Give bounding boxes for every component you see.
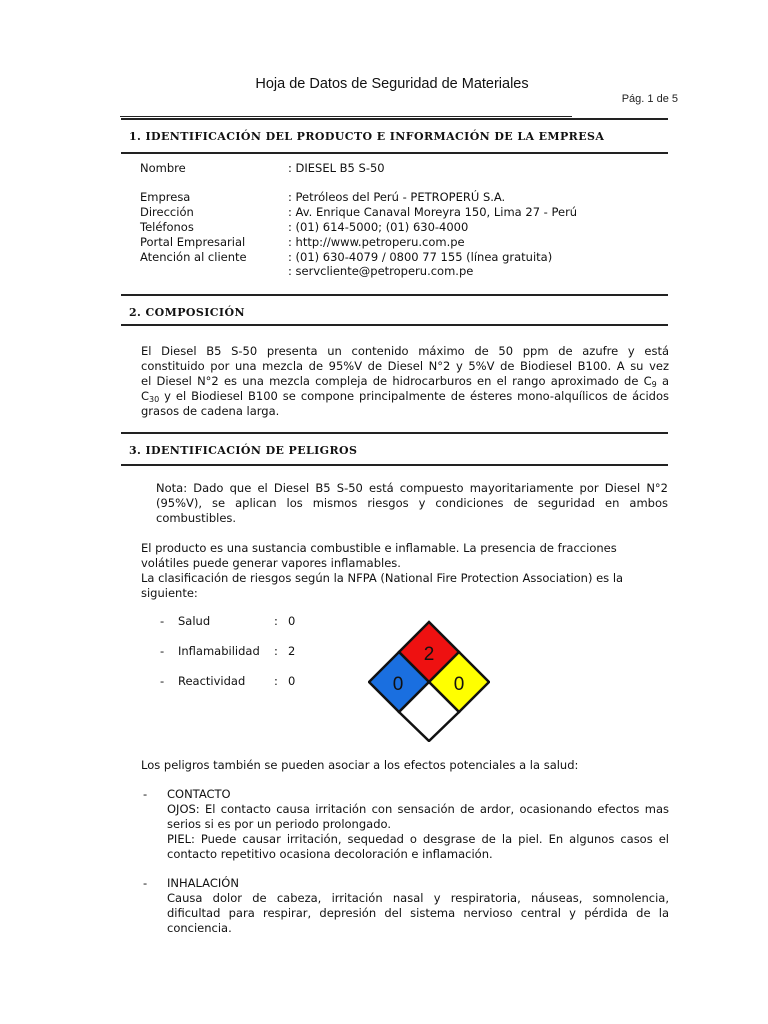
field-label: Teléfonos bbox=[140, 220, 194, 234]
section-1-heading: 1. IDENTIFICACIÓN DEL PRODUCTO E INFORMACIÓN DE LA EMPRESA bbox=[121, 118, 668, 154]
paragraph-line: $C_{30}$ y el Biodiesel B100 se compone principalmente de ésteres mono-alquílicos de ácidos bbox=[141, 389, 669, 404]
bullet-dash: - bbox=[143, 787, 148, 801]
field-nombre bbox=[140, 161, 385, 176]
nfpa-salud: - Salud : 0 bbox=[160, 614, 296, 628]
field-portal bbox=[140, 235, 465, 250]
contacto-title: CONTACTO bbox=[167, 787, 231, 801]
field-label: Portal Empresarial bbox=[140, 235, 246, 249]
paragraph-line: La clasificación de riesgos según la NFPA (National Fire Protection Association) es la bbox=[141, 571, 624, 585]
field-value: : (01) 614-5000; (01) 630-4000 bbox=[288, 220, 469, 234]
paragraph-line: (95%V), se aplican los mismos riesgos y condiciones de seguridad en ambos bbox=[156, 496, 668, 510]
paragraph-line: OJOS: El contacto causa irritación con sensación de ardor, ocasionando efectos mas bbox=[167, 802, 669, 816]
paragraph-line: Causa dolor de cabeza, irritación nasal y respiratoria, náuseas, somnolencia, bbox=[167, 891, 669, 905]
bullet-dash: - bbox=[143, 876, 148, 890]
paragraph-line: dificultad para respirar, depresión del sistema nervioso central y pérdida de la bbox=[167, 906, 669, 920]
paragraph-line: volátiles puede generar vapores inflamables. bbox=[141, 556, 401, 570]
paragraph-line: Nota: Dado que el Diesel B5 S-50 está compuesto mayoritariamente por Diesel N°2 bbox=[156, 481, 668, 495]
field-label: Atención al cliente bbox=[140, 250, 247, 264]
field-value: : http://www.petroperu.com.pe bbox=[288, 235, 465, 249]
field-empresa bbox=[140, 190, 505, 205]
paragraph-line: siguiente: bbox=[141, 586, 198, 600]
inhalacion-title: INHALACIÓN bbox=[167, 876, 239, 890]
field-value: : Petróleos del Perú - PETROPERÚ S.A. bbox=[288, 190, 506, 204]
nfpa-inflamabilidad: - Inflamabilidad : 2 bbox=[160, 644, 296, 658]
health-number: 0 bbox=[392, 674, 404, 695]
hazard-intro-paragraph bbox=[141, 541, 671, 601]
effects-intro: Los peligros también se pueden asociar a los efectos potenciales a la salud: bbox=[141, 758, 579, 772]
inhalacion-block bbox=[167, 876, 669, 936]
field-value: : Av. Enrique Canaval Moreyra 150, Lima 27 - Perú bbox=[288, 205, 578, 219]
paragraph-line: El producto es una sustancia combustible e inflamable. La presencia de fracciones bbox=[141, 541, 617, 555]
paragraph-line: conciencia. bbox=[167, 921, 232, 935]
paragraph-line: contacto repetitivo ocasiona decoloración e inflamación. bbox=[167, 847, 493, 861]
paragraph-line: combustibles. bbox=[156, 511, 237, 525]
section-3-heading: 3. IDENTIFICACIÓN DE PELIGROS bbox=[121, 432, 668, 466]
field-atencion bbox=[140, 250, 552, 265]
note-paragraph bbox=[156, 481, 668, 526]
field-email bbox=[140, 264, 473, 279]
field-value: : (01) 630-4079 / 0800 77 155 (línea gratuita) bbox=[288, 250, 553, 264]
paragraph-line: serios si es por un periodo prolongado. bbox=[167, 817, 391, 831]
paragraph-line: grasos de cadena larga. bbox=[141, 404, 280, 418]
flammability-number: 2 bbox=[423, 644, 435, 665]
paragraph-line: el Diesel N°2 es una mezcla compleja de hidrocarburos en el rango aproximado de $C_9$ a bbox=[141, 374, 669, 389]
section-2-heading: 2. COMPOSICIÓN bbox=[121, 294, 668, 326]
field-value: : servcliente@petroperu.com.pe bbox=[288, 264, 474, 278]
paragraph-line: El Diesel B5 S-50 presenta un contenido máximo de 50 ppm de azufre y está bbox=[141, 344, 669, 358]
composition-paragraph bbox=[141, 344, 669, 419]
paragraph-line: PIEL: Puede causar irritación, sequedad o desgrase de la piel. En algunos casos el bbox=[167, 832, 669, 846]
nfpa-reactividad: - Reactividad : 0 bbox=[160, 674, 296, 688]
document-title: Hoja de Datos de Seguridad de Materiales bbox=[255, 76, 529, 92]
field-label: Empresa bbox=[140, 190, 191, 204]
field-label: Dirección bbox=[140, 205, 194, 219]
field-value: : DIESEL B5 S-50 bbox=[288, 161, 385, 175]
contacto-block bbox=[167, 787, 669, 862]
field-telefonos bbox=[140, 220, 468, 235]
nfpa-diamond bbox=[368, 620, 490, 742]
reactivity-number: 0 bbox=[453, 674, 465, 695]
field-label: Nombre bbox=[140, 161, 186, 175]
paragraph-line: constituido por una mezcla de 95%V de Diesel N°2 y 5%V de Biodiesel B100. A su vez bbox=[141, 359, 669, 373]
field-direccion bbox=[140, 205, 577, 220]
title-underline bbox=[120, 116, 572, 117]
page-number: Pág. 1 de 5 bbox=[621, 93, 678, 105]
